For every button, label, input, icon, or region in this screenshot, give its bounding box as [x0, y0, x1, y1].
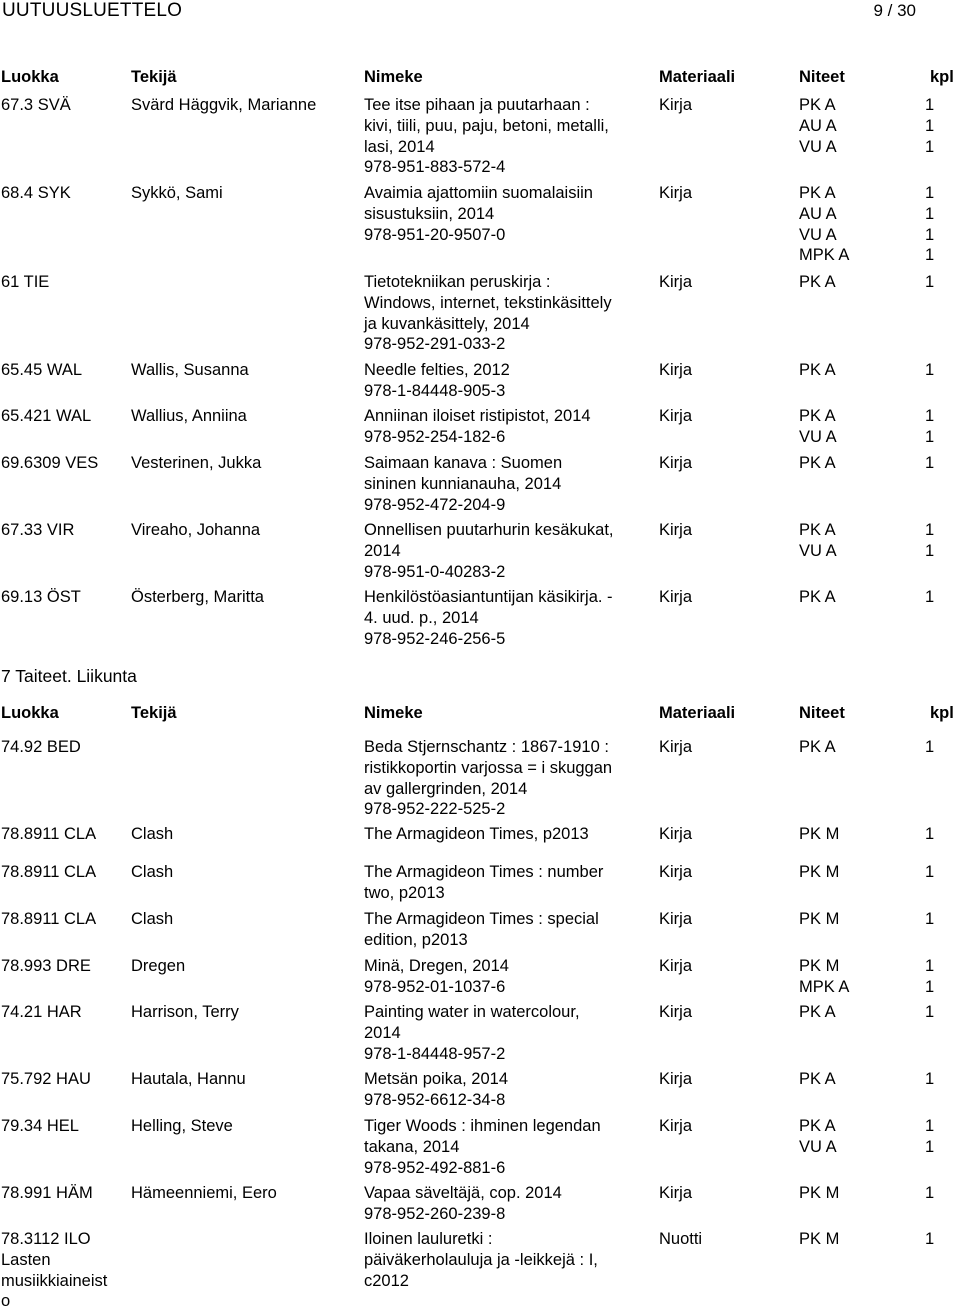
materiaali-cell-line: Nuotti: [659, 1230, 703, 1248]
tekija-cell-line: Hautala, Hannu: [131, 1070, 246, 1088]
materiaali-cell-line: Kirja: [659, 1003, 693, 1021]
niteet-cell-line: PK A: [799, 407, 836, 425]
materiaali-cell-line: Kirja: [659, 361, 693, 379]
luokka-cell: [1, 1002, 126, 1023]
nimeke-cell-line: 978-1-84448-905-3: [364, 381, 506, 400]
luokka-cell-line: 78.8911 CLA: [1, 910, 97, 928]
materiaali-cell-line: Kirja: [659, 1070, 693, 1088]
section-heading: 7 Taiteet. Liikunta: [1, 666, 137, 686]
niteet-cell: [799, 1069, 879, 1090]
materiaali-cell: [659, 520, 759, 541]
niteet-cell: [799, 737, 879, 758]
nimeke-cell-line: 978-952-01-1037-6: [364, 977, 506, 996]
nimeke-cell-line: lasi, 2014: [364, 137, 435, 156]
kpl-cell-line: 1: [925, 184, 935, 202]
column-header-nimeke: Nimeke: [364, 704, 423, 722]
tekija-cell-line: Clash: [131, 910, 174, 928]
nimeke-cell-line: Henkilöstöasiantuntijan käsikirja. -: [364, 588, 613, 606]
kpl-cell-line: 1: [925, 910, 935, 928]
kpl-cell: [925, 824, 955, 845]
nimeke-cell-line: Iloinen lauluretki :: [364, 1230, 493, 1248]
kpl-cell-line: 1: [925, 1117, 935, 1135]
niteet-cell: [799, 520, 879, 562]
kpl-cell-line: 1: [925, 246, 935, 265]
materiaali-cell: [659, 1183, 759, 1204]
nimeke-cell-line: Metsän poika, 2014: [364, 1070, 509, 1088]
nimeke-cell-line: The Armagideon Times, p2013: [364, 825, 589, 843]
luokka-cell-line: 78.8911 CLA: [1, 863, 97, 881]
kpl-cell: [925, 406, 955, 448]
nimeke-cell: [364, 956, 654, 998]
nimeke-cell: [364, 1183, 654, 1225]
nimeke-cell-line: 4. uud. p., 2014: [364, 608, 479, 627]
kpl-cell-line: 1: [925, 96, 935, 114]
nimeke-cell-line: The Armagideon Times : special: [364, 910, 599, 928]
nimeke-cell-line: 978-952-254-182-6: [364, 427, 506, 446]
nimeke-cell-line: Painting water in watercolour,: [364, 1003, 580, 1021]
luokka-cell-line: 79.34 HEL: [1, 1117, 79, 1135]
kpl-cell: [925, 95, 955, 157]
materiaali-cell-line: Kirja: [659, 273, 693, 291]
luokka-cell-line: 75.792 HAU: [1, 1070, 91, 1088]
tekija-cell-line: Clash: [131, 863, 174, 881]
nimeke-cell-line: päiväkerholauluja ja -leikkejä : I,: [364, 1250, 598, 1269]
column-header-niteet: Niteet: [799, 704, 845, 722]
materiaali-cell: [659, 1069, 759, 1090]
nimeke-cell-line: takana, 2014: [364, 1137, 460, 1156]
niteet-cell-line: PK A: [799, 521, 836, 539]
nimeke-cell: [364, 520, 654, 582]
column-header-materiaali: Materiaali: [659, 704, 736, 722]
kpl-cell-line: 1: [925, 588, 935, 606]
nimeke-cell-line: c2012: [364, 1271, 409, 1290]
nimeke-cell-line: Avaimia ajattomiin suomalaisiin: [364, 184, 593, 202]
niteet-cell-line: VU A: [799, 541, 837, 560]
tekija-cell-line: Harrison, Terry: [131, 1003, 239, 1021]
column-header-tekija: Tekijä: [131, 68, 177, 86]
nimeke-cell-line: Tiger Woods : ihminen legendan: [364, 1117, 601, 1135]
page-title: UUTUUSLUETTELO: [2, 0, 183, 21]
luokka-cell: [1, 1069, 126, 1090]
nimeke-cell: [364, 95, 654, 178]
niteet-cell: [799, 453, 879, 474]
kpl-cell-line: 1: [925, 1070, 935, 1088]
niteet-cell-line: PK A: [799, 1003, 836, 1021]
kpl-cell-line: 1: [925, 521, 935, 539]
tekija-cell: [131, 360, 359, 381]
column-header-niteet: Niteet: [799, 68, 845, 86]
niteet-cell-line: VU A: [799, 137, 837, 156]
niteet-cell-line: PK A: [799, 96, 836, 114]
materiaali-cell: [659, 737, 759, 758]
nimeke-cell: [364, 1002, 654, 1064]
luokka-cell: [1, 1229, 126, 1312]
tekija-cell: [131, 406, 359, 427]
niteet-cell-line: AU A: [799, 116, 837, 135]
nimeke-cell-line: 978-952-260-239-8: [364, 1204, 506, 1223]
tekija-cell: [131, 956, 359, 977]
niteet-cell-line: PK A: [799, 184, 836, 202]
niteet-cell-line: PK A: [799, 588, 836, 606]
tekija-cell-line: Vireaho, Johanna: [131, 521, 261, 539]
nimeke-cell: [364, 360, 654, 402]
materiaali-cell-line: Kirja: [659, 407, 693, 425]
kpl-cell-line: 1: [925, 407, 935, 425]
niteet-cell: [799, 1183, 879, 1204]
tekija-cell: [131, 183, 359, 204]
materiaali-cell-line: Kirja: [659, 863, 693, 881]
nimeke-cell-line: 978-952-6612-34-8: [364, 1090, 506, 1109]
tekija-cell: [131, 1069, 359, 1090]
kpl-cell: [925, 360, 955, 381]
nimeke-cell: [364, 406, 654, 448]
nimeke-cell-line: Anniinan iloiset ristipistot, 2014: [364, 407, 591, 425]
niteet-cell-line: VU A: [799, 1137, 837, 1156]
kpl-cell: [925, 1183, 955, 1204]
tekija-cell-line: Svärd Häggvik, Marianne: [131, 96, 317, 114]
tekija-cell-line: Sykkö, Sami: [131, 184, 223, 202]
nimeke-cell-line: Needle felties, 2012: [364, 361, 510, 379]
tekija-cell: [131, 1116, 359, 1137]
luokka-cell-line: 67.3 SVÄ: [1, 96, 71, 114]
nimeke-cell-line: ja kuvankäsittely, 2014: [364, 314, 530, 333]
luokka-cell-line: 65.45 WAL: [1, 361, 83, 379]
niteet-cell: [799, 1002, 879, 1023]
nimeke-cell-line: Beda Stjernschantz : 1867-1910 :: [364, 738, 609, 756]
nimeke-cell-line: Tietotekniikan peruskirja :: [364, 273, 551, 291]
nimeke-cell-line: kivi, tiili, puu, paju, betoni, metalli,: [364, 116, 609, 135]
niteet-cell: [799, 909, 879, 930]
materiaali-cell-line: Kirja: [659, 521, 693, 539]
niteet-cell: [799, 956, 879, 998]
kpl-cell: [925, 737, 955, 758]
nimeke-cell-line: 2014: [364, 541, 401, 560]
nimeke-cell: [364, 183, 654, 245]
kpl-cell-line: 1: [925, 863, 935, 881]
nimeke-cell-line: sisustuksiin, 2014: [364, 204, 495, 223]
niteet-cell-line: PK M: [799, 863, 840, 881]
nimeke-cell: [364, 862, 654, 904]
materiaali-cell-line: Kirja: [659, 1117, 693, 1135]
nimeke-cell-line: 978-951-20-9507-0: [364, 225, 506, 244]
kpl-cell-line: 1: [925, 1184, 935, 1202]
kpl-cell: [925, 272, 955, 293]
nimeke-cell: [364, 737, 654, 820]
luokka-cell-line: 78.8911 CLA: [1, 825, 97, 843]
materiaali-cell: [659, 824, 759, 845]
kpl-cell: [925, 183, 955, 266]
materiaali-cell: [659, 587, 759, 608]
niteet-cell-line: MPK A: [799, 977, 850, 996]
luokka-cell-line: 74.21 HAR: [1, 1003, 82, 1021]
niteet-cell-line: VU A: [799, 427, 837, 446]
kpl-cell: [925, 1116, 955, 1158]
kpl-cell: [925, 587, 955, 608]
materiaali-cell: [659, 1002, 759, 1023]
nimeke-cell-line: sininen kunnianauha, 2014: [364, 474, 562, 493]
nimeke-cell-line: 978-952-492-881-6: [364, 1158, 506, 1177]
niteet-cell: [799, 95, 879, 157]
niteet-cell: [799, 587, 879, 608]
materiaali-cell: [659, 909, 759, 930]
kpl-cell-line: 1: [925, 454, 935, 472]
luokka-cell: [1, 587, 126, 608]
luokka-cell: [1, 360, 126, 381]
column-header-tekija: Tekijä: [131, 704, 177, 722]
kpl-cell: [925, 909, 955, 930]
kpl-cell: [925, 520, 955, 562]
kpl-cell: [925, 1229, 955, 1250]
luokka-cell-line: 61 TIE: [1, 273, 50, 291]
materiaali-cell: [659, 360, 759, 381]
niteet-cell-line: PK A: [799, 454, 836, 472]
tekija-cell-line: Wallis, Susanna: [131, 361, 249, 379]
luokka-cell: [1, 1183, 126, 1204]
kpl-cell-line: 1: [925, 1003, 935, 1021]
materiaali-cell: [659, 453, 759, 474]
niteet-cell-line: AU A: [799, 204, 837, 223]
column-header-kpl: kpl: [930, 68, 954, 86]
tekija-cell: [131, 95, 359, 116]
nimeke-cell: [364, 909, 654, 951]
column-header-kpl: kpl: [930, 704, 954, 722]
tekija-cell: [131, 909, 359, 930]
materiaali-cell-line: Kirja: [659, 1184, 693, 1202]
niteet-cell-line: PK M: [799, 910, 840, 928]
materiaali-cell: [659, 1116, 759, 1137]
niteet-cell: [799, 1229, 879, 1250]
tekija-cell-line: Dregen: [131, 957, 186, 975]
tekija-cell-line: Hämeenniemi, Eero: [131, 1184, 277, 1202]
nimeke-cell-line: 978-951-883-572-4: [364, 158, 506, 177]
kpl-cell-line: 1: [925, 137, 935, 156]
nimeke-cell-line: 978-952-222-525-2: [364, 800, 506, 819]
luokka-cell-line: 74.92 BED: [1, 738, 81, 756]
luokka-cell: [1, 183, 126, 204]
nimeke-cell-line: Tee itse pihaan ja puutarhaan :: [364, 96, 590, 114]
materiaali-cell: [659, 95, 759, 116]
niteet-cell: [799, 272, 879, 293]
nimeke-cell: [364, 1069, 654, 1111]
kpl-cell: [925, 1002, 955, 1023]
nimeke-cell: [364, 824, 654, 845]
tekija-cell: [131, 1183, 359, 1204]
nimeke-cell-line: 978-952-291-033-2: [364, 335, 506, 354]
materiaali-cell-line: Kirja: [659, 184, 693, 202]
luokka-cell-line: 78.993 DRE: [1, 957, 91, 975]
luokka-cell: [1, 453, 126, 474]
luokka-cell-line: 69.13 ÖST: [1, 588, 81, 606]
tekija-cell-line: Österberg, Maritta: [131, 588, 264, 606]
luokka-cell-line: o: [1, 1292, 11, 1311]
materiaali-cell-line: Kirja: [659, 910, 693, 928]
nimeke-cell-line: Windows, internet, tekstinkäsittely: [364, 293, 612, 312]
kpl-cell: [925, 1069, 955, 1090]
niteet-cell-line: PK A: [799, 1070, 836, 1088]
niteet-cell: [799, 183, 879, 266]
kpl-cell-line: 1: [925, 273, 935, 291]
niteet-cell: [799, 406, 879, 448]
niteet-cell: [799, 824, 879, 845]
column-header-nimeke: Nimeke: [364, 68, 423, 86]
luokka-cell-line: 78.3112 ILO: [1, 1230, 91, 1248]
luokka-cell: [1, 406, 126, 427]
kpl-cell: [925, 453, 955, 474]
column-header-luokka: Luokka: [1, 704, 59, 722]
tekija-cell: [131, 862, 359, 883]
niteet-cell-line: MPK A: [799, 246, 850, 265]
nimeke-cell-line: 978-952-472-204-9: [364, 495, 506, 514]
nimeke-cell-line: The Armagideon Times : number: [364, 863, 604, 881]
nimeke-cell-line: av gallergrinden, 2014: [364, 779, 528, 798]
materiaali-cell-line: Kirja: [659, 738, 693, 756]
niteet-cell-line: PK A: [799, 738, 836, 756]
kpl-cell-line: 1: [925, 427, 935, 446]
luokka-cell: [1, 272, 126, 293]
kpl-cell: [925, 956, 955, 998]
luokka-cell: [1, 1116, 126, 1137]
nimeke-cell-line: Minä, Dregen, 2014: [364, 957, 509, 975]
niteet-cell-line: PK A: [799, 273, 836, 291]
luokka-cell-line: 65.421 WAL: [1, 407, 92, 425]
nimeke-cell-line: 978-952-246-256-5: [364, 629, 506, 648]
niteet-cell-line: VU A: [799, 225, 837, 244]
kpl-cell-line: 1: [925, 204, 935, 223]
tekija-cell-line: Vesterinen, Jukka: [131, 454, 262, 472]
luokka-cell: [1, 909, 126, 930]
nimeke-cell-line: 2014: [364, 1023, 401, 1042]
kpl-cell-line: 1: [925, 1230, 935, 1248]
tekija-cell-line: Clash: [131, 825, 174, 843]
materiaali-cell: [659, 272, 759, 293]
nimeke-cell: [364, 453, 654, 515]
niteet-cell-line: PK M: [799, 825, 840, 843]
nimeke-cell-line: Saimaan kanava : Suomen: [364, 454, 563, 472]
materiaali-cell-line: Kirja: [659, 96, 693, 114]
luokka-cell-line: 67.33 VIR: [1, 521, 75, 539]
page-number: 9 / 30: [873, 1, 916, 20]
tekija-cell: [131, 824, 359, 845]
tekija-cell: [131, 1002, 359, 1023]
niteet-cell: [799, 862, 879, 883]
tekija-cell: [131, 587, 359, 608]
nimeke-cell-line: Vapaa säveltäjä, cop. 2014: [364, 1184, 562, 1202]
materiaali-cell: [659, 406, 759, 427]
niteet-cell-line: PK M: [799, 1184, 840, 1202]
kpl-cell-line: 1: [925, 738, 935, 756]
luokka-cell: [1, 520, 126, 541]
tekija-cell-line: Wallius, Anniina: [131, 407, 247, 425]
niteet-cell: [799, 1116, 879, 1158]
column-header-luokka: Luokka: [1, 68, 59, 86]
niteet-cell-line: PK A: [799, 1117, 836, 1135]
luokka-cell: [1, 956, 126, 977]
tekija-cell-line: Helling, Steve: [131, 1117, 233, 1135]
luokka-cell-line: 78.991 HÄM: [1, 1184, 93, 1202]
materiaali-cell: [659, 956, 759, 977]
niteet-cell-line: PK M: [799, 1230, 840, 1248]
luokka-cell: [1, 824, 126, 845]
kpl-cell-line: 1: [925, 825, 935, 843]
kpl-cell: [925, 862, 955, 883]
luokka-cell: [1, 95, 126, 116]
niteet-cell-line: PK A: [799, 361, 836, 379]
materiaali-cell-line: Kirja: [659, 957, 693, 975]
nimeke-cell: [364, 587, 654, 649]
nimeke-cell: [364, 272, 654, 355]
kpl-cell-line: 1: [925, 116, 935, 135]
materiaali-cell: [659, 183, 759, 204]
materiaali-cell: [659, 862, 759, 883]
nimeke-cell: [364, 1229, 654, 1291]
luokka-cell-line: Lasten: [1, 1250, 51, 1269]
nimeke-cell-line: edition, p2013: [364, 930, 468, 949]
luokka-cell-line: 69.6309 VES: [1, 454, 99, 472]
materiaali-cell-line: Kirja: [659, 825, 693, 843]
nimeke-cell-line: 978-951-0-40283-2: [364, 562, 506, 581]
materiaali-cell-line: Kirja: [659, 588, 693, 606]
niteet-cell-line: PK M: [799, 957, 840, 975]
kpl-cell-line: 1: [925, 361, 935, 379]
luokka-cell-line: musiikkiaineist: [1, 1271, 108, 1290]
nimeke-cell-line: 978-1-84448-957-2: [364, 1044, 506, 1063]
materiaali-cell: [659, 1229, 759, 1250]
nimeke-cell-line: two, p2013: [364, 883, 445, 902]
nimeke-cell: [364, 1116, 654, 1178]
nimeke-cell-line: Onnellisen puutarhurin kesäkukat,: [364, 521, 614, 539]
tekija-cell: [131, 520, 359, 541]
materiaali-cell-line: Kirja: [659, 454, 693, 472]
luokka-cell: [1, 862, 126, 883]
kpl-cell-line: 1: [925, 957, 935, 975]
niteet-cell: [799, 360, 879, 381]
kpl-cell-line: 1: [925, 541, 935, 560]
kpl-cell-line: 1: [925, 1137, 935, 1156]
tekija-cell: [131, 453, 359, 474]
luokka-cell-line: 68.4 SYK: [1, 184, 71, 202]
kpl-cell-line: 1: [925, 977, 935, 996]
nimeke-cell-line: ristikkoportin varjossa = i skuggan: [364, 758, 613, 777]
luokka-cell: [1, 737, 126, 758]
column-header-materiaali: Materiaali: [659, 68, 736, 86]
kpl-cell-line: 1: [925, 225, 935, 244]
